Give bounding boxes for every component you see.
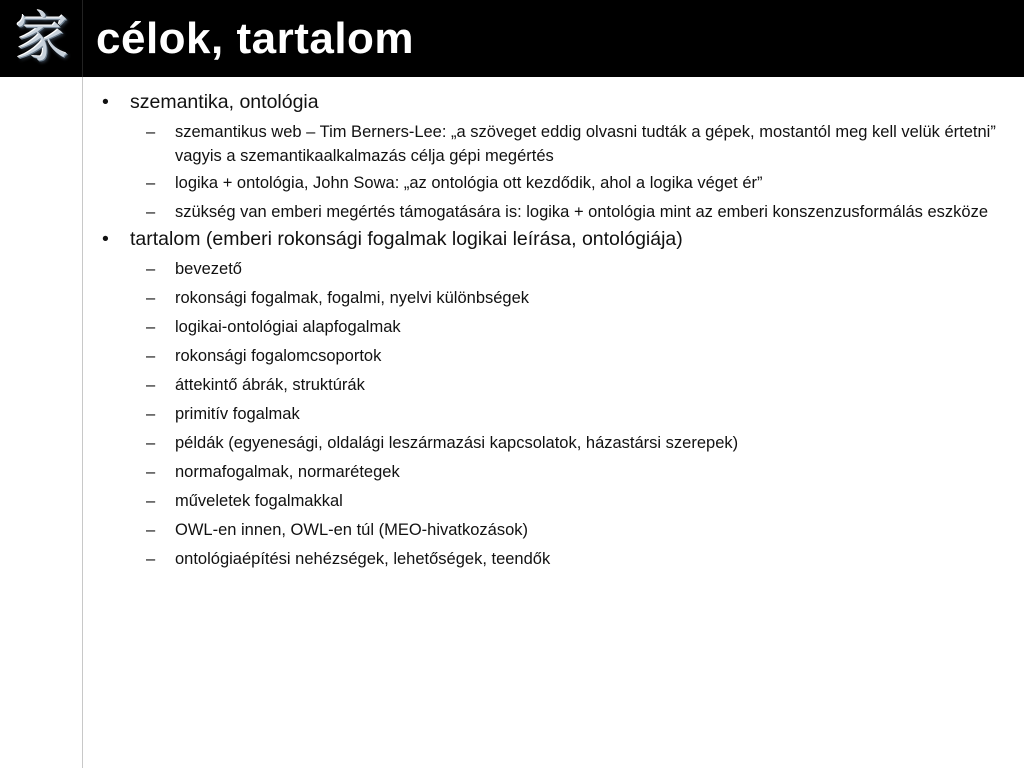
logo <box>2 0 83 77</box>
sub-bullet-text: áttekintő ábrák, struktúrák <box>175 376 365 394</box>
bullet-text: tartalom (emberi rokonsági fogalmak logikai leírása, ontológiája) <box>130 228 683 250</box>
dash-marker: – <box>146 174 156 192</box>
sub-bullet-item <box>146 373 1012 397</box>
dash-marker: – <box>146 318 156 336</box>
sub-bullet-item <box>146 489 1012 513</box>
dash-marker: – <box>146 434 156 452</box>
sub-bullet-text: primitív fogalmak <box>175 405 300 423</box>
sub-bullet-text: rokonsági fogalmak, fogalmi, nyelvi különbségek <box>175 289 530 307</box>
dash-marker: – <box>146 521 156 539</box>
bullet-item <box>102 227 1012 251</box>
dash-marker: – <box>146 260 156 278</box>
sub-bullet-text: logika + ontológia, John Sowa: „az ontológia ott kezdődik, ahol a logika véget ér” <box>175 174 763 192</box>
dash-marker: – <box>146 492 156 510</box>
bullet-marker: • <box>102 91 109 113</box>
sub-bullet-item <box>146 547 1012 571</box>
dash-marker: – <box>146 550 156 568</box>
logo-glyph: 家 <box>15 6 69 69</box>
sub-bullet-text: példák (egyenesági, oldalági leszármazási kapcsolatok, házastársi szerepek) <box>175 434 739 452</box>
dash-marker: – <box>146 289 156 307</box>
sub-bullet-item <box>146 286 1012 310</box>
sub-bullet-item <box>146 402 1012 426</box>
left-divider <box>82 77 83 768</box>
bullet-item <box>102 90 1012 114</box>
title-bar <box>0 0 1024 77</box>
sub-bullet-item <box>146 460 1012 484</box>
sub-bullet-item <box>146 171 1012 195</box>
sub-bullet-item <box>146 518 1012 542</box>
sub-bullet-text: OWL-en innen, OWL-en túl (MEO-hivatkozások) <box>175 521 529 539</box>
dash-marker: – <box>146 463 156 481</box>
sub-bullet-text: ontológiaépítési nehézségek, lehetőségek, teendők <box>175 550 551 568</box>
sub-bullet-text: logikai-ontológiai alapfogalmak <box>175 318 401 336</box>
sub-bullet-text: rokonsági fogalomcsoportok <box>175 347 382 365</box>
sub-bullet-item <box>146 344 1012 368</box>
sub-bullet-text: műveletek fogalmakkal <box>175 492 343 510</box>
slide-title: célok, tartalom <box>96 14 415 63</box>
sub-bullet-item <box>146 200 1012 224</box>
bullet-text: szemantika, ontológia <box>130 91 319 113</box>
dash-marker: – <box>146 123 156 141</box>
dash-marker: – <box>146 203 156 221</box>
dash-marker: – <box>146 376 156 394</box>
sub-bullet-item <box>146 431 1012 455</box>
dash-marker: – <box>146 405 156 423</box>
sub-bullet-item <box>146 120 1012 168</box>
sub-bullet-item <box>146 315 1012 339</box>
sub-bullet-text: normafogalmak, normarétegek <box>175 463 400 481</box>
sub-bullet-text: bevezető <box>175 260 242 278</box>
sub-bullet-item <box>146 257 1012 281</box>
dash-marker: – <box>146 347 156 365</box>
bullet-marker: • <box>102 228 109 250</box>
bullet-outline <box>102 90 1012 576</box>
sub-bullet-text: szemantikus web – Tim Berners-Lee: „a szöveget eddig olvasni tudták a gépek, mostantól meg kell velük értetni” vagyis a szemantikaalkalmazás célja gépi megértés <box>175 123 996 165</box>
sub-bullet-text: szükség van emberi megértés támogatására is: logika + ontológia mint az emberi konszenzusformálás eszköze <box>175 203 989 221</box>
